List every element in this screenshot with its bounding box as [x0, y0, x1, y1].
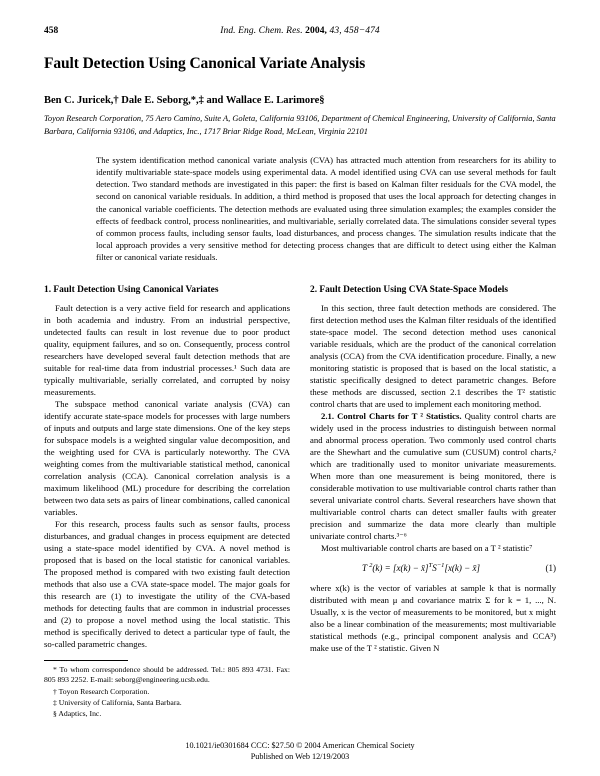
paragraph: Most multivariable control charts are based on a T ² statistic⁷ — [321, 542, 533, 553]
subsection-heading: 2.1. Control Charts for T ² Statistics. — [321, 410, 462, 421]
journal-citation — [104, 26, 496, 36]
footnote-rule — [44, 660, 128, 661]
equation-1 — [310, 563, 556, 573]
page-content — [44, 26, 556, 721]
left-column — [44, 284, 290, 721]
running-head — [44, 26, 556, 36]
paragraph: For this research, process faults such as sensor faults, process disturbances, and gradual changes in process equipment are detected using a state-space model identified by CVA. A novel method is proposed that is based on the local statistic for canonical variables. The proposed method is compared with two existing fault detection methods that also use a CVA state-space model. The major goals for this research are (1) to investigate the utility of the CVA-based methods for detecting faults that are common in industrial processes and (2) to propose a novel method using the local statistic. This method is specifically derived to detect a particular type of fault, the so-called parametric changes. — [44, 518, 290, 649]
equation-expression: T $^2(k) = [x(k) - x̄]^TS^{-1}[x(k)$ − x̄] — [362, 561, 480, 573]
footnote-item: ‡ University of California, Santa Barbara. — [53, 697, 182, 707]
subsection-text: Quality control charts are widely used in the process industries to distinguish between normal and abnormal process operation. Two commonly used control charts are the Shewhart and the cumulative sum (CUSUM) control charts,² which are traditionally used to monitor univariate measurements. When more than one measurement is being monitored, there is considerable motivation to use multivariable control charts rather than several univariate control charts. Several researchers have shown that multivariable control charts can detect smaller faults with greater precision and summarize the data more clearly than multiple univariate control charts.³⁻⁶ — [310, 410, 556, 541]
journal-pages: 43, 458−474 — [327, 26, 380, 36]
footnote-item: * To whom correspondence should be addressed. Tel.: 805 893 4731. Fax: 805 893 2252. E-mail: seborg@engineering.ucsb.edu. — [44, 664, 290, 685]
paragraph: In this section, three fault detection methods are considered. The first detection method uses the Kalman filter residuals of the identified state-space model. The second detection method uses canonical variable residuals, which are the product of the canonical correlation analysis (CCA) from the CVA identification procedure. Finally, a new monitoring statistic is proposed that is based on the local statistic, a statistic specifically designed to detect parametric changes. Before these methods are discussed, section 2.1 describes the T² statistic control charts that are used to implement each monitoring method. — [310, 302, 556, 409]
page-footer — [44, 740, 556, 762]
paragraph: where x(k) is the vector of variables at sample k that is normally distributed with mean μ and covariance matrix Σ for k = 1, ..., N. Usually, x is the vector of measurements to be monitored, but x might also be a linear combination of the measurements; most multivariable statistical methods (e.g., principal component analysis and CCA³) make use of the T ² statistic. Given N — [310, 582, 556, 653]
journal-name: Ind. Eng. Chem. Res. — [220, 26, 306, 36]
section-heading-2: 2. Fault Detection Using CVA State-Space Models — [310, 284, 508, 295]
column-container — [44, 284, 556, 721]
affiliation: Toyon Research Corporation, 75 Aero Camino, Suite A, Goleta, California 93106, Department of Chemical Engineering, University of California, Santa Barbara, California 93106, and Adaptics, Inc., 1717 Briar Ridge Road, McLean, Virginia 22101 — [44, 114, 556, 136]
footnote-item: † Toyon Research Corporation. — [53, 686, 150, 696]
footer-publication-date: Published on Web 12/19/2003 — [250, 751, 350, 761]
footnote-item: § Adaptics, Inc. — [53, 709, 102, 719]
footnotes — [44, 660, 290, 720]
equation-number: (1) — [545, 562, 556, 573]
journal-year: 2004, — [305, 26, 328, 36]
paragraph: The subspace method canonical variate analysis (CVA) can identify accurate state-space models for processes with large numbers of inputs and outputs and large state dimensions. One of the key steps for subspace models is a weighted singular value decomposition, and the weighting used for CVA is particularly noteworthy. The CVA weighting comes from the multivariable statistical method, canonical correlation analysis (CCA). Canonical correlation analysis is a maximum likelihood (ML) procedure for describing the correlation between two data sets as pairs of linear combinations, called canonical variables. — [44, 398, 290, 517]
section-heading-1: 1. Fault Detection Using Canonical Variates — [44, 284, 219, 295]
page-title: Fault Detection Using Canonical Variate Analysis — [44, 55, 366, 72]
footer-copyright: 10.1021/ie0301684 CCC: $27.50 © 2004 American Chemical Society — [185, 740, 415, 750]
abstract: The system identification method canonical variate analysis (CVA) has attracted much attention from researchers for its ability to identify multivariable state-space models using experimental data. A model identified using CVA can use several methods for fault detection. Two standard methods are investigated in this paper: the first is based on Kalman filter residuals for the CVA model, the second on canonical variable residuals. In addition, a third method is proposed that uses the local approach for detecting changes in the canonical variable coefficients. The detection methods are evaluated using three simulation examples; the examples consider the effects of feedback control, process nonlinearities, and multivariable, serially correlated data. The simulations consider several types of common process faults, including sensor faults, load disturbances, and process changes. The simulation results indicate that the local approach provides a very sensitive method for detecting process changes that are difficult to detect using either the Kalman filter or canonical variate residuals. — [96, 154, 556, 263]
page-number: 458 — [44, 26, 59, 36]
author-list: Ben C. Juricek,† Dale E. Seborg,*,‡ and Wallace E. Larimore§ — [44, 95, 325, 107]
right-column — [310, 284, 556, 721]
paragraph: Fault detection is a very active field for research and applications in both academia and industry. From an industrial perspective, undetected faults can result in lost revenue due to poor product quality, equipment failures, and so on. Consequently, process control researchers have developed several fault detection methods that are suitable for real-time data from industrial processes.¹ Such data are typically multivariable, serially correlated, and corrupted by noisy measurements. — [44, 302, 290, 397]
subsection-paragraph — [310, 410, 556, 542]
